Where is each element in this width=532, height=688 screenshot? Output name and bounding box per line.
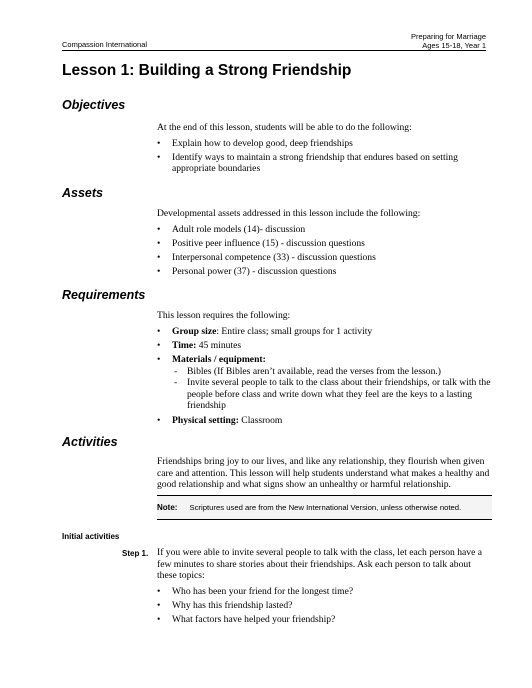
group-size-label: Group size [172, 325, 217, 337]
step-body [157, 547, 492, 628]
list-item: • Interpersonal competence (33) - discussion questions [157, 252, 492, 264]
materials-list [172, 366, 492, 412]
objectives-body [157, 122, 492, 178]
lesson-title: Lesson 1: Building a Strong Friendship [62, 62, 352, 79]
note-label: Note: [157, 503, 178, 512]
list-item [157, 340, 492, 352]
activities-heading: Activities [62, 435, 118, 449]
materials-label: Materials / equipment: [172, 353, 266, 365]
requirements-heading: Requirements [62, 288, 146, 302]
header-rule [62, 50, 486, 51]
step-label: Step 1. [122, 549, 149, 558]
activities-intro: Friendships bring joy to our lives, and like any relationship, they flourish when given care and attention. This lesson will help students understand what makes a healthy and good relationship and what signs show an unhealthy or harmful relationship. [157, 456, 490, 491]
list-item [157, 326, 492, 338]
header-course-age: Ages 15-18, Year 1 [422, 41, 486, 50]
objectives-intro: At the end of this lesson, students will be able to do the following: [157, 122, 412, 133]
scripture-note [157, 495, 492, 520]
assets-list [157, 224, 492, 278]
objectives-list [157, 138, 492, 175]
list-item: • Adult role models (14)- discussion [157, 224, 492, 236]
list-item: • Who has been your friend for the longest time? [157, 586, 492, 598]
assets-body [157, 208, 492, 280]
time-value: 45 minutes [196, 339, 242, 351]
time-label: Time: [172, 339, 197, 351]
list-item: • Explain how to develop good, deep friendships [157, 138, 492, 150]
setting-value: Classroom [238, 414, 283, 426]
step-text: If you were able to invite several people to talk with the class, let each person have a few minutes to share stories about their friendships. Ask each person to talk about these topics: [157, 547, 482, 582]
assets-heading: Assets [62, 186, 103, 200]
header-course-title: Preparing for Marriage [410, 32, 486, 41]
assets-intro: Developmental assets addressed in this lesson include the following: [157, 208, 421, 219]
header-organization: Compassion International [62, 40, 148, 49]
list-item: • Why has this friendship lasted? [157, 600, 492, 612]
activities-body [157, 456, 492, 491]
list-item: • Positive peer influence (15) - discussion questions [157, 238, 492, 250]
initial-activities-heading: Initial activities [62, 532, 120, 541]
list-item: - Invite several people to talk to the class about their friendships, or talk with the people before class and write down what they feel are the keys to a lasting friendship [172, 377, 492, 412]
header-course-info [411, 32, 486, 50]
list-item: - Bibles (If Bibles aren’t available, read the verses from the lesson.) [172, 366, 492, 378]
list-item: • Personal power (37) - discussion questions [157, 266, 492, 278]
list-item: • Identify ways to maintain a strong friendship that endures based on setting appropriate boundaries [157, 152, 492, 175]
requirements-body [157, 310, 492, 429]
note-text: Scriptures used are from the New International Version, unless otherwise noted. [189, 503, 462, 512]
requirements-intro: This lesson requires the following: [157, 310, 291, 321]
requirements-list [157, 326, 492, 427]
list-item [157, 354, 492, 412]
step-questions [157, 586, 492, 626]
objectives-heading: Objectives [62, 98, 126, 112]
group-size-value: : Entire class; small groups for 1 activity [216, 325, 373, 337]
setting-label: Physical setting: [172, 414, 239, 426]
list-item: • What factors have helped your friendship? [157, 614, 492, 626]
list-item [157, 415, 492, 427]
